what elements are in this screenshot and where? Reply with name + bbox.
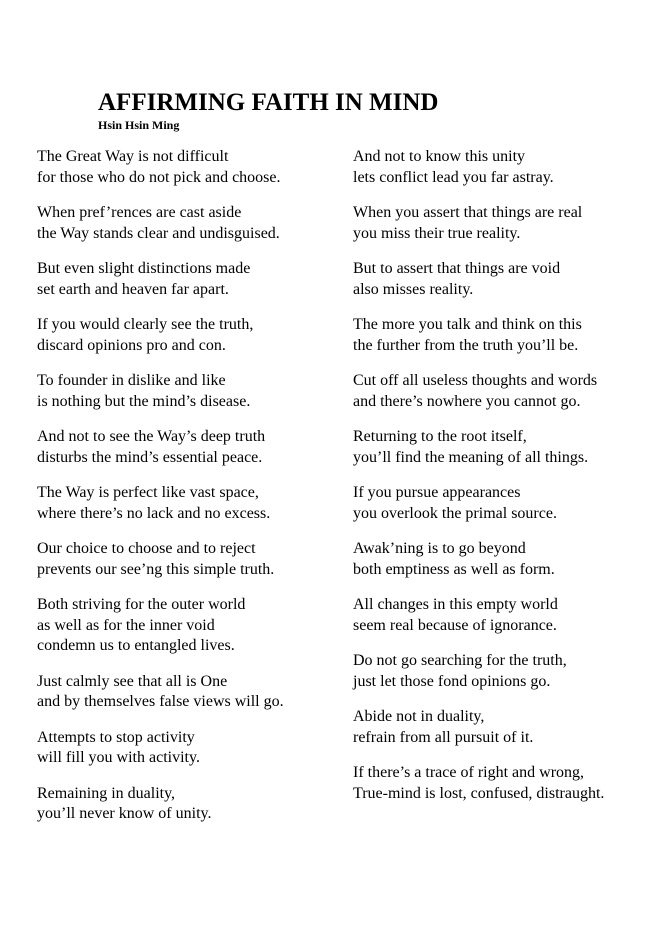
poem-line: If there’s a trace of right and wrong, — [353, 764, 585, 781]
poem-line: The Great Way is not difficult — [37, 148, 229, 165]
stanza — [353, 595, 604, 636]
stanza — [37, 539, 284, 580]
stanza — [353, 259, 604, 300]
stanza — [353, 651, 604, 692]
poem-column-right — [353, 147, 604, 819]
stanza — [353, 203, 604, 244]
stanza — [353, 371, 604, 412]
stanza — [353, 707, 604, 748]
poem-column-left — [37, 147, 284, 840]
poem-line: you miss their true reality. — [353, 224, 521, 242]
stanza — [353, 763, 604, 804]
stanza — [37, 728, 284, 769]
stanza — [37, 784, 284, 825]
stanza — [37, 203, 284, 244]
poem-line: Both striving for the outer world — [37, 596, 246, 613]
poem-line: lets conflict lead you far astray. — [353, 168, 554, 186]
stanza — [37, 483, 284, 524]
poem-line: The Way is perfect like vast space, — [37, 484, 259, 501]
poem-line: But to assert that things are void — [353, 260, 561, 277]
poem-line: To founder in dislike and like — [37, 372, 226, 389]
poem-line: And not to know this unity — [353, 148, 526, 165]
poem-line: All changes in this empty world — [353, 596, 558, 613]
stanza — [37, 595, 284, 657]
poem-line: the further from the truth you’ll be. — [353, 336, 579, 354]
poem-line: True-mind is lost, confused, distraught. — [353, 784, 605, 802]
poem-line: set earth and heaven far apart. — [37, 280, 229, 298]
poem-line: Awak’ning is to go beyond — [353, 540, 526, 557]
poem-line: also misses reality. — [353, 280, 474, 298]
poem-line: you’ll find the meaning of all things. — [353, 448, 589, 466]
poem-line: The more you talk and think on this — [353, 316, 582, 333]
poem-line: Returning to the root itself, — [353, 428, 527, 445]
poem-line: Our choice to choose and to reject — [37, 540, 256, 557]
poem-line: Remaining in duality, — [37, 784, 176, 802]
stanza — [37, 147, 284, 188]
stanza — [37, 427, 284, 468]
poem-line: disturbs the mind’s essential peace. — [37, 448, 263, 466]
poem-line: seem real because of ignorance. — [353, 616, 557, 634]
poem-line: Abide not in duality, — [353, 708, 485, 725]
stanza — [353, 539, 604, 580]
stanza — [37, 315, 284, 356]
poem-line: But even slight distinctions made — [37, 260, 251, 277]
poem-line: where there’s no lack and no excess. — [37, 504, 271, 522]
poem-line: Attempts to stop activity — [37, 728, 195, 746]
poem-line: for those who do not pick and choose. — [37, 168, 281, 186]
poem-line: Just calmly see that all is One — [37, 672, 228, 690]
poem-line: condemn us to entangled lives. — [37, 637, 235, 654]
stanza — [353, 427, 604, 468]
poem-line: Cut off all useless thoughts and words — [353, 372, 598, 389]
poem-line: prevents our see’ng this simple truth. — [37, 560, 275, 578]
poem-line: Do not go searching for the truth, — [353, 652, 567, 669]
poem-line: you overlook the primal source. — [353, 504, 557, 522]
stanza — [37, 672, 284, 713]
poem-line: is nothing but the mind’s disease. — [37, 392, 251, 410]
poem-line: refrain from all pursuit of it. — [353, 728, 534, 746]
poem-line: the Way stands clear and undisguised. — [37, 224, 280, 242]
poem-line: will fill you with activity. — [37, 749, 200, 766]
poem-line: both emptiness as well as form. — [353, 560, 555, 578]
author-subtitle: Hsin Hsin Ming — [98, 118, 180, 132]
poem-line: and by themselves false views will go. — [37, 693, 284, 710]
poem-line: If you would clearly see the truth, — [37, 316, 254, 333]
poem-line: And not to see the Way’s deep truth — [37, 428, 266, 445]
page-title: AFFIRMING FAITH IN MIND — [98, 89, 439, 116]
stanza — [37, 259, 284, 300]
stanza — [353, 483, 604, 524]
stanza — [37, 371, 284, 412]
poem-line: as well as for the inner void — [37, 616, 215, 634]
poem-line: If you pursue appearances — [353, 484, 521, 501]
poem-line: When pref’rences are cast aside — [37, 204, 242, 221]
poem-line: and there’s nowhere you cannot go. — [353, 392, 581, 410]
stanza — [353, 147, 604, 188]
stanza — [353, 315, 604, 356]
poem-line: When you assert that things are real — [353, 204, 583, 221]
poem-line: just let those fond opinions go. — [353, 672, 551, 690]
poem-line: you’ll never know of unity. — [37, 805, 212, 822]
poem-line: discard opinions pro and con. — [37, 336, 226, 354]
